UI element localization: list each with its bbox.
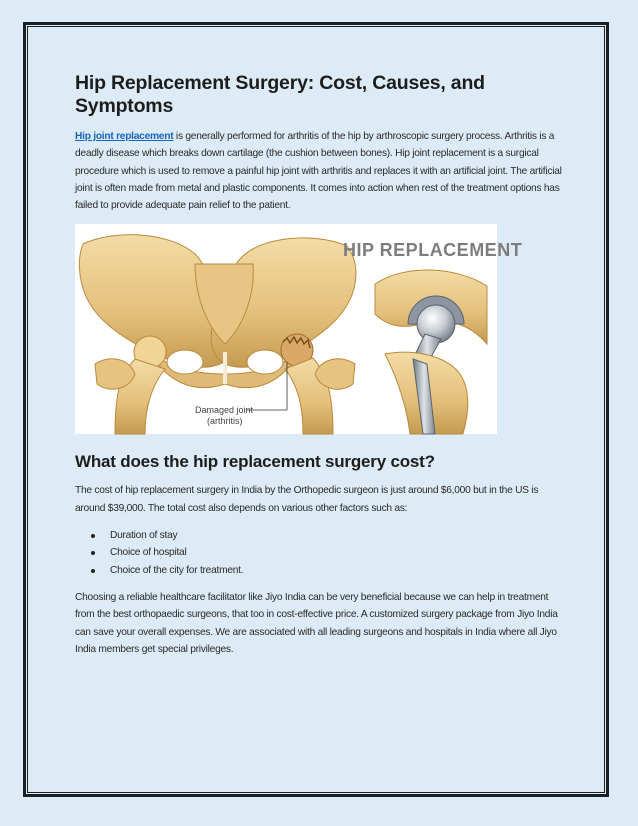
bullet-icon bbox=[91, 569, 95, 573]
list-item: Duration of stay bbox=[110, 527, 565, 544]
hip-joint-replacement-link[interactable]: Hip joint replacement bbox=[75, 131, 174, 142]
figure-heading: HIP REPLACEMENT bbox=[343, 240, 523, 261]
cost-factors-list bbox=[75, 527, 565, 579]
article-body bbox=[75, 72, 565, 668]
list-item: Choice of the city for treatment. bbox=[110, 562, 565, 579]
intro-text: is generally performed for arthritis of the hip by arthroscopic surgery process. Arthritis is a deadly disease which breaks down cartilage (the cushion between bones). Hip joint replacement is a surgical procedure which is used to remove a painful hip joint with arthritis and replaces it with an artificial joint. The artificial joint is often made from metal and plastic components. It comes into action when rest of the treatment options has failed to provide adequate pain relief to the patient. bbox=[75, 131, 562, 212]
closing-paragraph: Choosing a reliable healthcare facilitator like Jiyo India can be very beneficial because we can help in treatment from the best orthopaedic surgeons, that too in cost-effective price. A customized surgery package from Jiyo India can save your overall expenses. We are associated with all leading surgeons and hospitals in India where all Jiyo India members get special privileges. bbox=[75, 591, 558, 655]
bullet-icon bbox=[91, 551, 95, 555]
section-heading-cost: What does the hip replacement surgery cost? bbox=[75, 452, 435, 472]
bullet-icon bbox=[91, 534, 95, 538]
hip-illustration-svg bbox=[75, 224, 523, 434]
callout-label-2: (arthritis) bbox=[207, 416, 243, 427]
obturator-right bbox=[247, 350, 283, 374]
hip-replacement-illustration bbox=[75, 224, 523, 434]
callout-label-1: Damaged joint bbox=[195, 405, 254, 416]
list-item: Choice of hospital bbox=[110, 544, 565, 561]
obturator-left bbox=[167, 350, 203, 374]
intro-paragraph bbox=[75, 128, 565, 214]
cost-paragraph: The cost of hip replacement surgery in India by the Orthopedic surgeon is just around $6,000 but in the US is around $39,000. The total cost also depends on various other factors such as: bbox=[75, 485, 539, 514]
page-title: Hip Replacement Surgery: Cost, Causes, and Symptoms bbox=[75, 72, 485, 117]
